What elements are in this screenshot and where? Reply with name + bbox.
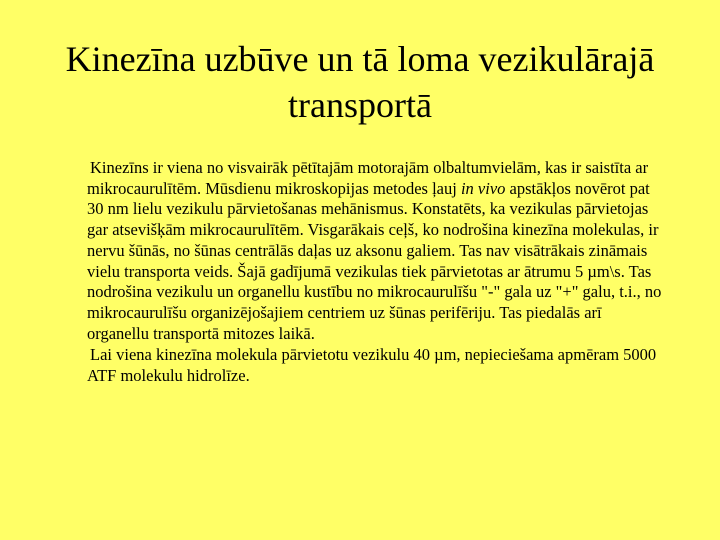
slide-title: Kinezīna uzbūve un tā loma vezikulārajā transportā xyxy=(65,39,655,125)
slide-body xyxy=(86,158,666,387)
paragraph-1 xyxy=(86,158,666,344)
paragraph-1-text-start: Kinezīns ir viena no visvairāk pētītajām motorajām olbaltumvielām, kas ir saistīta ar mikrocaurulītēm. Mūsdienu mikroskopijas metodes ļauj xyxy=(87,158,649,198)
paragraph-1-italic-term: in vivo xyxy=(460,178,506,198)
paragraph-2: Lai viena kinezīna molekula pārvietotu vezikulu 40 µm, nepieciešama apmēram 5000 ATF molekulu hidrolīze. xyxy=(87,345,657,386)
paragraph-1-text-end: apstākļos novērot pat 30 nm lielu vezikulu pārvietošanas mehānismus. Konstatēts, ka vezikulas pārvietojas gar atsevišķām mikrocaurulītēm. Visgarākais ceļš, ko nodrošina kinezīna molekulas, ir nervu šūnās, no šūnas centrālās daļas uz aksonu galiem. Tas nav visātrākais zināmais vielu transporta veids. Šajā gadījumā vezikulas tiek pārvietotas ar ātrumu 5 µm\s. Tas nodrošina vezikulu un organellu kustību no mikrocaurulīšu "-" gala uz "+" galu, t.i., no mikrocaurulīšu organizējošajiem centriem uz šūnas perifēriju. Tas piedalās arī organellu transportā mitozes laikā. xyxy=(87,178,662,343)
